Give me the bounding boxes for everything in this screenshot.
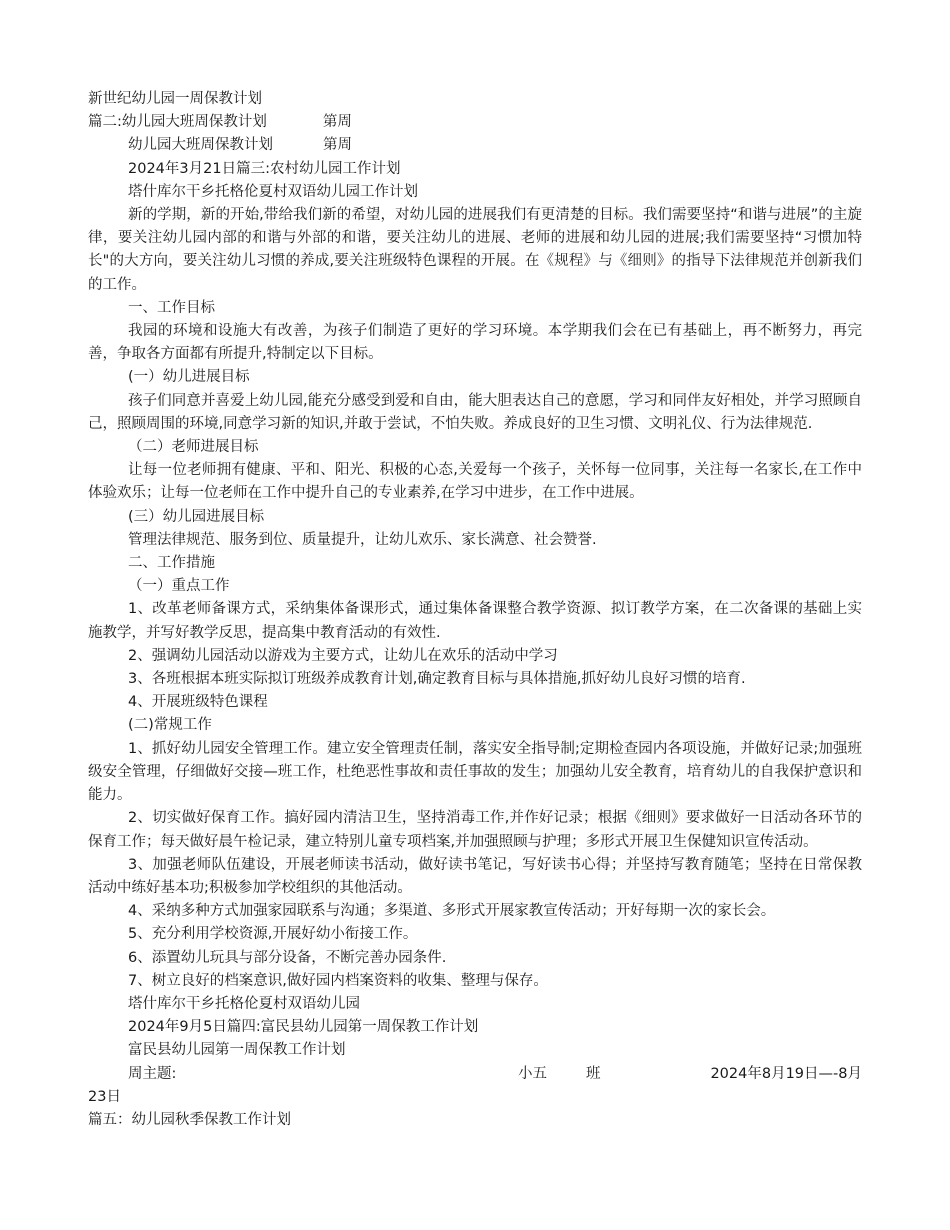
list-item: 2、切实做好保育工作。搞好园内清洁卫生，坚持消毒工作,并作好记录；根据《细则》要求做好一日活动各环节的保育工作；每天做好晨午检记录，建立特别儿童专项档案,并加强照顾与护理；多形式开展卫生保健知识宣传活动。 <box>88 810 862 850</box>
class-name: 小五 <box>518 1065 547 1082</box>
weekly-plan-title: 富民县幼儿园第一周保教工作计划 <box>128 1042 346 1059</box>
date-heading-3: 2024年3月21日篇三:农村幼儿园工作计划 <box>128 160 401 177</box>
subheading: （二）老师进展目标 <box>128 439 259 456</box>
list-item: 4、采纳多种方式加强家园联系与沟通；多渠道、多形式开展家教宣传活动；开好每期一次的家长会。 <box>128 903 776 920</box>
class-label: 班 <box>586 1065 601 1082</box>
section-heading-2-week: 第周 <box>322 114 352 131</box>
subheading: （一）重点工作 <box>128 578 230 595</box>
list-item: 4、开展班级特色课程 <box>128 694 268 711</box>
subheading: 二、工作措施 <box>128 555 215 572</box>
list-item: 2、强调幼儿园活动以游戏为主要方式，让幼儿在欢乐的活动中学习 <box>128 647 558 664</box>
paragraph: 孩子们同意并喜爱上幼儿园,能充分感受到爱和自由，能大胆表达自己的意愿，学习和同伴友好相处，并学习照顾自己，照顾周围的环境,同意学习新的知识,并敢于尝试，不怕失败。养成良好的卫生习惯、文明礼仪、行为法律规范. <box>88 392 862 432</box>
list-item: 3、加强老师队伍建设，开展老师读书活动，做好读书笔记，写好读书心得；并坚持写教育随笔；坚持在日常保教活动中练好基本功;积极参加学校组织的其他活动。 <box>88 856 862 896</box>
list-item: 3、各班根据本班实际拟订班级养成教育计划,确定教育目标与具体措施,抓好幼儿良好习惯的培育. <box>128 671 746 688</box>
signature-kindergarten: 塔什库尔干乡托格伦夏村双语幼儿园 <box>128 995 360 1012</box>
section-heading-2-title: 篇二:幼儿园大班周保教计划 <box>88 114 267 131</box>
subheading: (一）幼儿进展目标 <box>128 369 250 386</box>
list-item: 7、树立良好的档案意识,做好园内档案资料的收集、整理与保存。 <box>128 972 548 989</box>
paragraph: 让每一位老师拥有健康、平和、阳光、积极的心态,关爱每一个孩子，关怀每一位同事，关注每一名家长,在工作中体验欢乐；让每一位老师在工作中提升自己的专业素养,在学习中进步，在工作中进展。 <box>88 462 862 502</box>
kindergarten-plan-title: 塔什库尔干乡托格伦夏村双语幼儿园工作计划 <box>128 183 418 200</box>
list-item: 6、添置幼儿玩具与部分设备，不断完善办园条件. <box>128 949 447 966</box>
subheading: (二)常规工作 <box>128 717 212 734</box>
week-date-range: 2024年8月19日—-8月 <box>710 1065 862 1082</box>
paragraph: 管理法律规范、服务到位、质量提升，让幼儿欢乐、家长满意、社会赞誉. <box>128 531 597 548</box>
week-theme-label: 周主题: <box>128 1065 177 1082</box>
date-heading-4: 2024年9月5日篇四:富民县幼儿园第一周保教工作计划 <box>128 1019 479 1036</box>
doc-title: 新世纪幼儿园一周保教计划 <box>88 91 262 107</box>
paragraph: 我园的环境和设施大有改善，为孩子们制造了更好的学习环境。本学期我们会在已有基础上，再不断努力，再完善，争取各方面都有所提升,特制定以下目标。 <box>88 323 862 363</box>
week-info-row <box>88 1063 862 1086</box>
subheading: 一、工作目标 <box>128 299 215 316</box>
list-item: 1、改革老师备课方式，采纳集体备课形式，通过集体备课整合教学资源、拟订教学方案，在二次备课的基础上实施教学，并写好教学反思，提高集中教育活动的有效性. <box>88 601 862 641</box>
plan-subtitle <box>88 134 862 157</box>
plan-subtitle-title: 幼儿园大班周保教计划 <box>128 137 273 154</box>
subheading: (三）幼儿园进展目标 <box>128 508 265 525</box>
paragraph: 新的学期，新的开始,带给我们新的希望，对幼儿园的进展我们有更清楚的目标。我们需要坚持“和谐与进展”的主旋律，要关注幼儿园内部的和谐与外部的和谐，要关注幼儿的进展、老师的进展和幼儿园的进展;我们需要坚持“习惯加特长"的大方向，要关注幼儿习惯的养成,要关注班级特色课程的开展。在《规程》与《细则》的指导下法律规范并创新我们的工作。 <box>88 207 862 293</box>
list-item: 5、充分利用学校资源,开展好幼小衔接工作。 <box>128 926 418 943</box>
list-item: 1、抓好幼儿园安全管理工作。建立安全管理责任制，落实安全指导制;定期检查园内各项设施，并做好记录;加强班级安全管理，仔细做好交接—班工作，杜绝恶性事故和责任事故的发生；加强幼儿安全教育，培育幼儿的自我保护意识和能力。 <box>88 740 862 804</box>
section-heading-5: 篇五：幼儿园秋季保教工作计划 <box>88 1111 291 1128</box>
plan-subtitle-week: 第周 <box>323 137 352 154</box>
week-date-range-end: 23日 <box>88 1088 121 1105</box>
section-heading-2 <box>88 111 862 134</box>
